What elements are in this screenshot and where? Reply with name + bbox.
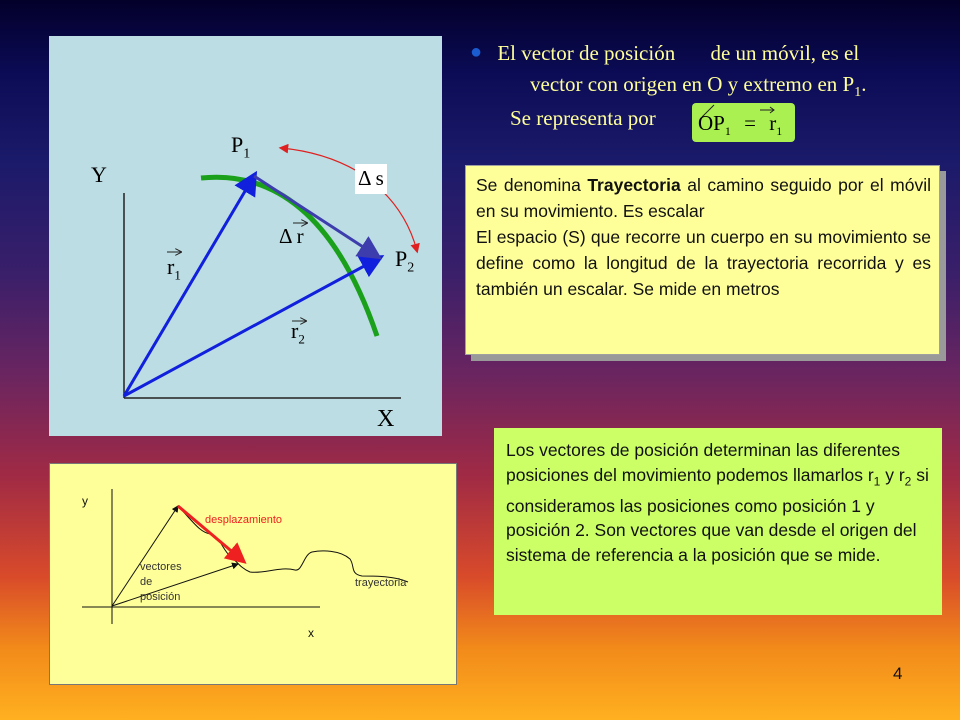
p2-label: $P_2$ (395, 246, 415, 276)
p1-label: $P_1$ (231, 132, 251, 162)
diagram-svg (49, 36, 442, 436)
page-number: 4 (893, 664, 903, 683)
x-label: x (308, 626, 314, 640)
position-vectors-label: vectores de posición (140, 561, 182, 603)
bullet-icon: ● (470, 41, 483, 63)
space-paragraph: El espacio (S) que recorre un cuerpo en su movimiento se define como la longitud de la trayectoria recorrida y es también un escalar. Se mide en metros (476, 227, 931, 299)
trajectory-paragraph: Se denomina Trayectoria al camino seguido por el móvil en su movimiento. Es escalar (476, 175, 931, 221)
trajectory-label: trayectoria (355, 577, 407, 589)
trajectory-text (465, 165, 940, 355)
r2-label: $r_2$ (291, 318, 305, 347)
y-axis-label: Y (91, 162, 107, 187)
displacement-label: desplazamiento (205, 514, 283, 526)
represent-label: Se representa por (510, 106, 656, 130)
delta-r-label: Δ r (279, 224, 304, 248)
delta-s-label: Δ s (358, 166, 384, 190)
y-label: y (82, 494, 88, 508)
position-vector-diagram (49, 36, 442, 436)
trajectory-arc (201, 177, 377, 336)
r2-vector (124, 258, 379, 396)
delta-s-arrow-left (281, 148, 357, 171)
r1-label: $r_1$ (167, 254, 181, 283)
position-formula: $OP_1 = r_1$ (692, 103, 795, 142)
trajectory-definition-box (465, 165, 940, 355)
r1-vector (124, 176, 254, 396)
x-axis-label: X (377, 406, 395, 432)
intro-text: ● El vector de posición de un móvil, es el vector con origen en O y extremo en $P_1$. (470, 41, 867, 101)
displacement-diagram (49, 463, 457, 685)
diagram2-svg (50, 464, 458, 686)
position-vectors-box: Los vectores de posición determinan las diferentes posiciones del movimiento podemos llamarlos $r_1$ y $r_2$ si consideramos las posiciones como posición 1 y posición 2. Son vectores que van desde el origen del sistema de referencia a la posición que se mide. (494, 428, 942, 615)
